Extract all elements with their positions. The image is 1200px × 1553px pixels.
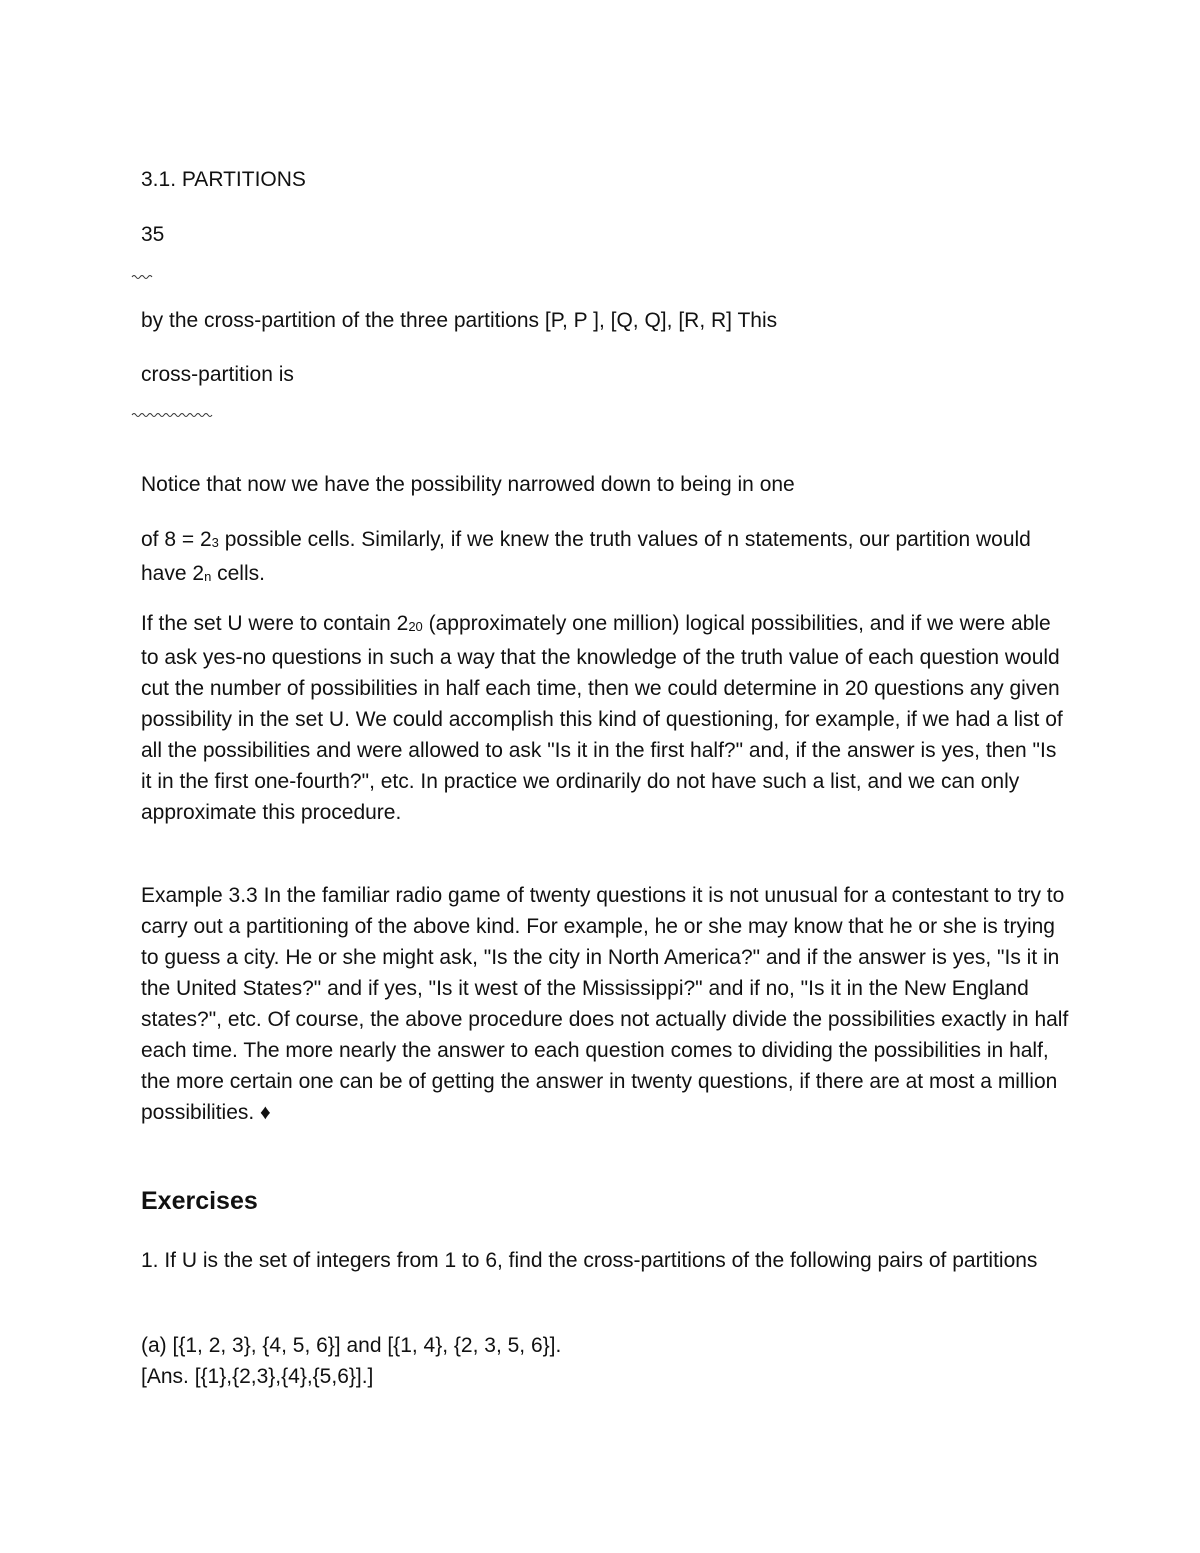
page-number: 35 (141, 223, 165, 246)
exponent-20: 20 (408, 619, 423, 634)
exercise-1a: (a) [{1, 2, 3}, {4, 5, 6}] and [{1, 4}, {2, 3, 5, 6}]. (141, 1334, 562, 1357)
exponent-3: 3 (211, 535, 219, 550)
tilde-mark-short (131, 272, 153, 280)
exercises-heading: Exercises (141, 1187, 258, 1215)
paragraph-cross-partition: by the cross-partition of the three partitions [P, P ], [Q, Q], [R, R] This (141, 309, 778, 332)
tilde-mark-long (131, 410, 213, 418)
para4-text-a: of 8 = 2 (141, 528, 212, 551)
para5-text-a: If the set U were to contain 2 (141, 612, 409, 635)
exercise-1a-answer: [Ans. [{1},{2,3},{4},{5,6}].] (141, 1365, 374, 1388)
example-3-3: Example 3.3 In the familiar radio game of twenty questions it is not unusual for a contestant to try to carry out a partitioning of the above kind. For example, he or she may know that he or she is trying to guess a city. He or she might ask, "Is the city in North America?" and if the answer is yes, "Is it in the United States?" and if yes, "Is it west of the Mississippi?" and if no, "Is it in the New England states?", etc. Of course, the above procedure does not actually divide the possibilities exactly in half each time. The more nearly the answer to each question comes to dividing the possibilities in half, the more certain one can be of getting the answer in twenty questions, if there are at most a million possibilities. ♦ (141, 884, 1069, 1124)
exponent-n: n (204, 569, 212, 584)
paragraph-million-possibilities (141, 608, 1071, 828)
paragraph-cells (141, 524, 1071, 592)
para5-text-b: (approximately one million) logical possibilities, and if we were able to ask yes-no questions in such a way that the knowledge of the truth value of each question would cut the number of possibilities in half each time, then we could determine in 20 questions any given possibility in the set U. We could accomplish this kind of questioning, for example, if we had a list of all the possibilities and were allowed to ask "Is it in the first half?" and, if the answer is yes, then "Is it in the first one-fourth?", etc. In practice we ordinarily do not have such a list, and we can only approximate this procedure. (141, 612, 1063, 824)
paragraph-notice: Notice that now we have the possibility narrowed down to being in one (141, 473, 795, 496)
para4-text-b: possible cells. Similarly, if we knew the truth values of n statements, our partition would have 2 (141, 528, 1031, 585)
paragraph-cross-partition-is: cross-partition is (141, 363, 294, 386)
section-header: 3.1. PARTITIONS (141, 168, 306, 191)
exercise-1: 1. If U is the set of integers from 1 to 6, find the cross-partitions of the following pairs of partitions (141, 1249, 1038, 1272)
para4-text-c: cells. (211, 562, 265, 585)
